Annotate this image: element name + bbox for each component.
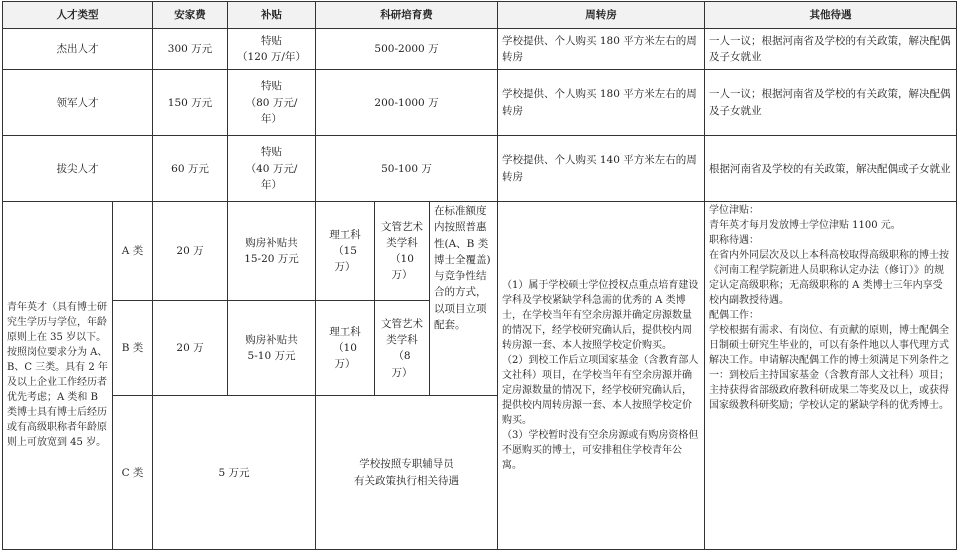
cell-type: 杰出人才: [3, 29, 153, 70]
cell-subsidy: 特贴 （120 万/年）: [228, 29, 316, 70]
row-outstanding: [3, 29, 957, 70]
cell-subsidy: 特贴 （80 万元/ 年）: [228, 69, 316, 136]
cell-research: 50-100 万: [316, 136, 498, 202]
header-housing: 周转房: [498, 2, 705, 29]
cell-research-arts: 文管艺术类学科（8 万）: [375, 301, 430, 396]
row-top-talent: [3, 136, 957, 202]
header-talent-type: 人才类型: [3, 2, 153, 29]
cell-research-arts: 文管艺术类学科（10 万）: [375, 201, 430, 300]
cell-class-label: B 类: [113, 301, 153, 396]
header-settle-fee: 安家费: [153, 2, 228, 29]
cell-research-note: 在标准额度内按照普惠性(A、B 类博士全覆盖)与竞争性结合的方式，以项目立项配套。: [430, 201, 498, 395]
cell-settle: 60 万元: [153, 136, 228, 202]
header-other-benefits: 其他待遇: [705, 2, 957, 29]
row-leading: [3, 69, 957, 136]
row-youth-a: [3, 201, 957, 300]
header-subsidy: 补贴: [228, 2, 316, 29]
header-row: [3, 2, 957, 29]
cell-other: 根据河南省及学校的有关政策，解决配偶或子女就业: [705, 136, 957, 202]
cell-settle: 20 万: [153, 201, 228, 300]
cell-type: 拔尖人才: [3, 136, 153, 202]
cell-settle: 300 万元: [153, 29, 228, 70]
cell-youth-description: 青年英才（具有博士研究生学历与学位，年龄原则上在 35 岁以下。按照岗位要求分为 A、B、C 三类。具有 2 年及以上企业工作经历者优先考虑；A 类和 B 类博士具有博士后经历或有高级职称者年龄原则上可放宽到 45 岁。: [3, 201, 113, 549]
cell-subsidy: 购房补贴共 15-20 万元: [228, 201, 316, 300]
cell-research-science: 理工科 （15 万）: [316, 201, 375, 300]
cell-other: 一人一议；根据河南省及学校的有关政策，解决配偶及子女就业: [705, 29, 957, 70]
cell-subsidy: 购房补贴共 5-10 万元: [228, 301, 316, 396]
cell-housing: 学校提供、个人购买 180 平方米左右的周转房: [498, 69, 705, 136]
cell-other: 一人一议；根据河南省及学校的有关政策，解决配偶及子女就业: [705, 69, 957, 136]
header-research-fee: 科研培育费: [316, 2, 498, 29]
cell-subsidy: 特贴 （40 万元/ 年）: [228, 136, 316, 202]
cell-housing: 学校提供、个人购买 180 平方米左右的周转房: [498, 29, 705, 70]
cell-housing: 学校提供、个人购买 140 平方米左右的周转房: [498, 136, 705, 202]
cell-class-label: A 类: [113, 201, 153, 300]
cell-youth-other: 学位津贴： 青年英才每月发放博士学位津贴 1100 元。 职称待遇： 在省内外同层次及以上本科高校取得高级职称的博士按《河南工程学院新进人员职称认定办法（修订）》的规定认定高级职称；无高级职称的 A 类博士三年内享受校内副教授待遇。 配偶工作： 学校根据有需求、有岗位、有贡献的原则，博士配偶全日制硕士研究生毕业的，可以有条件地以人事代理方式解决工作。申请解决配偶工作的博士须满足下列条件之一：到校后主持国家基金（含教育部人文社科）项目；主持获得省部级政府教科研成果二等奖及以上，或获得国家级教科研奖励；学校认定的紧缺学科的优秀博士。: [705, 201, 957, 549]
cell-settle: 20 万: [153, 301, 228, 396]
cell-research-science: 理工科 （10 万）: [316, 301, 375, 396]
cell-research: 200-1000 万: [316, 69, 498, 136]
talent-policy-table: [2, 1, 957, 550]
cell-youth-housing: （1）属于学校硕士学位授权点重点培育建设学科及学校紧缺学科急需的优秀的 A 类博士，在学校当年有空余房源并确定房源数量的情况下，经学校研究确认后，提供校内周转房源一套、本人按照学校定价购买。 （2）到校工作后立项国家基金（含教育部人文社科）项目，在学校当年有空余房源并确定房源数量的情况下，经学校研究确认后，提供校内周转房源一套、本人按照学校定价购买。 （3）学校暂时没有空余房源或有购房资格但不愿购买的博士，可安排租住学校青年公寓。: [498, 201, 705, 549]
cell-type: 领军人才: [3, 69, 153, 136]
cell-settle-subsidy: 5 万元: [153, 396, 316, 550]
cell-class-label: C 类: [113, 396, 153, 550]
cell-research: 学校按照专职辅导员 有关政策执行相关待遇: [316, 396, 498, 550]
cell-settle: 150 万元: [153, 69, 228, 136]
cell-research: 500-2000 万: [316, 29, 498, 70]
